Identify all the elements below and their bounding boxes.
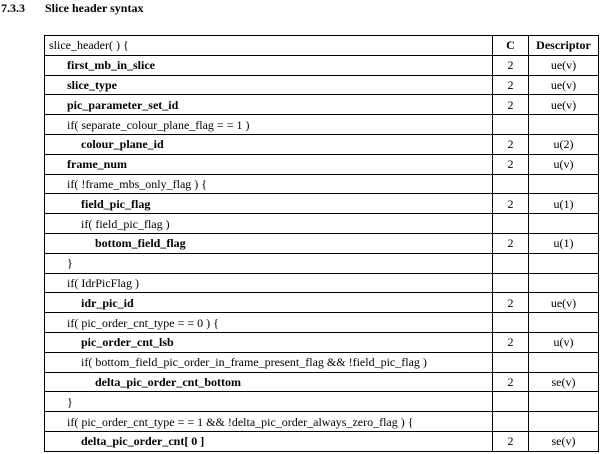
category-cell: 2 bbox=[493, 293, 529, 313]
syntax-statement: if( field_pic_flag ) bbox=[81, 216, 170, 231]
descriptor-cell: ue(v) bbox=[529, 293, 599, 313]
descriptor-cell bbox=[529, 253, 599, 273]
descriptor-cell bbox=[529, 392, 599, 412]
syntax-cell bbox=[45, 352, 493, 372]
descriptor-cell bbox=[529, 273, 599, 293]
table-row bbox=[45, 115, 599, 135]
syntax-statement: if( pic_order_cnt_type = = 0 ) { bbox=[67, 315, 219, 330]
table-row bbox=[45, 412, 599, 432]
syntax-cell bbox=[45, 55, 493, 75]
syntax-cell bbox=[45, 392, 493, 412]
syntax-cell bbox=[45, 95, 493, 115]
descriptor-header: Descriptor bbox=[529, 36, 599, 56]
table-row bbox=[45, 174, 599, 194]
table-row bbox=[45, 95, 599, 115]
descriptor-cell bbox=[529, 174, 599, 194]
category-cell bbox=[493, 392, 529, 412]
syntax-cell bbox=[45, 214, 493, 234]
syntax-cell bbox=[45, 431, 493, 451]
syntax-element-name: pic_parameter_set_id bbox=[67, 97, 179, 112]
table-row bbox=[45, 431, 599, 451]
syntax-statement: if( pic_order_cnt_type = = 1 && !delta_pic_order_always_zero_flag ) { bbox=[67, 414, 414, 429]
syntax-cell bbox=[45, 115, 493, 135]
syntax-cell bbox=[45, 273, 493, 293]
table-row bbox=[45, 253, 599, 273]
descriptor-cell: u(2) bbox=[529, 134, 599, 154]
descriptor-cell bbox=[529, 352, 599, 372]
syntax-statement: if( bottom_field_pic_order_in_frame_present_flag && !field_pic_flag ) bbox=[81, 355, 427, 370]
category-cell bbox=[493, 253, 529, 273]
category-cell bbox=[493, 115, 529, 135]
category-cell: 2 bbox=[493, 95, 529, 115]
category-cell: 2 bbox=[493, 75, 529, 95]
syntax-statement: if( separate_colour_plane_flag = = 1 ) bbox=[67, 117, 250, 132]
category-cell: 2 bbox=[493, 332, 529, 352]
syntax-header: slice_header( ) { bbox=[45, 36, 493, 56]
descriptor-cell: se(v) bbox=[529, 431, 599, 451]
table-row bbox=[45, 352, 599, 372]
table-row bbox=[45, 293, 599, 313]
syntax-cell bbox=[45, 233, 493, 253]
descriptor-cell: u(1) bbox=[529, 194, 599, 214]
category-cell: 2 bbox=[493, 134, 529, 154]
syntax-element-name: bottom_field_flag bbox=[95, 236, 186, 251]
syntax-statement: } bbox=[67, 394, 73, 409]
section-number: 7.3.3 bbox=[1, 1, 25, 15]
category-cell bbox=[493, 214, 529, 234]
syntax-table bbox=[44, 35, 599, 452]
syntax-element-name: field_pic_flag bbox=[81, 196, 151, 211]
syntax-cell bbox=[45, 372, 493, 392]
syntax-cell bbox=[45, 412, 493, 432]
syntax-cell bbox=[45, 134, 493, 154]
syntax-cell bbox=[45, 75, 493, 95]
descriptor-cell bbox=[529, 313, 599, 333]
category-cell: 2 bbox=[493, 233, 529, 253]
category-cell bbox=[493, 313, 529, 333]
syntax-cell bbox=[45, 194, 493, 214]
table-row bbox=[45, 214, 599, 234]
section-heading bbox=[1, 1, 143, 15]
category-cell: 2 bbox=[493, 55, 529, 75]
descriptor-cell: u(v) bbox=[529, 154, 599, 174]
syntax-cell bbox=[45, 174, 493, 194]
table-row bbox=[45, 392, 599, 412]
syntax-element-name: delta_pic_order_cnt[ 0 ] bbox=[81, 434, 205, 449]
syntax-cell bbox=[45, 154, 493, 174]
category-cell: 2 bbox=[493, 431, 529, 451]
syntax-element-name: slice_type bbox=[67, 77, 117, 92]
section-title: Slice header syntax bbox=[45, 1, 144, 15]
category-cell: 2 bbox=[493, 154, 529, 174]
syntax-cell bbox=[45, 313, 493, 333]
syntax-element-name: idr_pic_id bbox=[81, 295, 134, 310]
table-row bbox=[45, 313, 599, 333]
syntax-element-name: frame_num bbox=[67, 157, 127, 172]
syntax-cell bbox=[45, 293, 493, 313]
table-header-row bbox=[45, 36, 599, 56]
c-header: C bbox=[493, 36, 529, 56]
syntax-statement: if( !frame_mbs_only_flag ) { bbox=[67, 176, 208, 191]
category-cell bbox=[493, 174, 529, 194]
descriptor-cell: u(v) bbox=[529, 332, 599, 352]
syntax-element-name: colour_plane_id bbox=[81, 137, 164, 152]
table-row bbox=[45, 273, 599, 293]
syntax-statement: } bbox=[67, 256, 73, 271]
descriptor-cell: u(1) bbox=[529, 233, 599, 253]
table-row bbox=[45, 372, 599, 392]
table-row bbox=[45, 55, 599, 75]
descriptor-cell: ue(v) bbox=[529, 75, 599, 95]
category-cell bbox=[493, 412, 529, 432]
category-cell: 2 bbox=[493, 194, 529, 214]
category-cell bbox=[493, 352, 529, 372]
descriptor-cell bbox=[529, 412, 599, 432]
descriptor-cell bbox=[529, 115, 599, 135]
category-cell: 2 bbox=[493, 372, 529, 392]
table-row bbox=[45, 75, 599, 95]
table-row bbox=[45, 134, 599, 154]
descriptor-cell: ue(v) bbox=[529, 55, 599, 75]
descriptor-cell: ue(v) bbox=[529, 95, 599, 115]
table-row bbox=[45, 194, 599, 214]
descriptor-cell: se(v) bbox=[529, 372, 599, 392]
table-row bbox=[45, 332, 599, 352]
syntax-element-name: delta_pic_order_cnt_bottom bbox=[95, 374, 241, 389]
syntax-element-name: first_mb_in_slice bbox=[67, 58, 155, 73]
syntax-statement: if( IdrPicFlag ) bbox=[67, 275, 139, 290]
syntax-element-name: pic_order_cnt_lsb bbox=[81, 335, 174, 350]
syntax-table-body bbox=[45, 55, 599, 451]
category-cell bbox=[493, 273, 529, 293]
syntax-cell bbox=[45, 332, 493, 352]
descriptor-cell bbox=[529, 214, 599, 234]
syntax-cell bbox=[45, 253, 493, 273]
table-row bbox=[45, 154, 599, 174]
table-row bbox=[45, 233, 599, 253]
